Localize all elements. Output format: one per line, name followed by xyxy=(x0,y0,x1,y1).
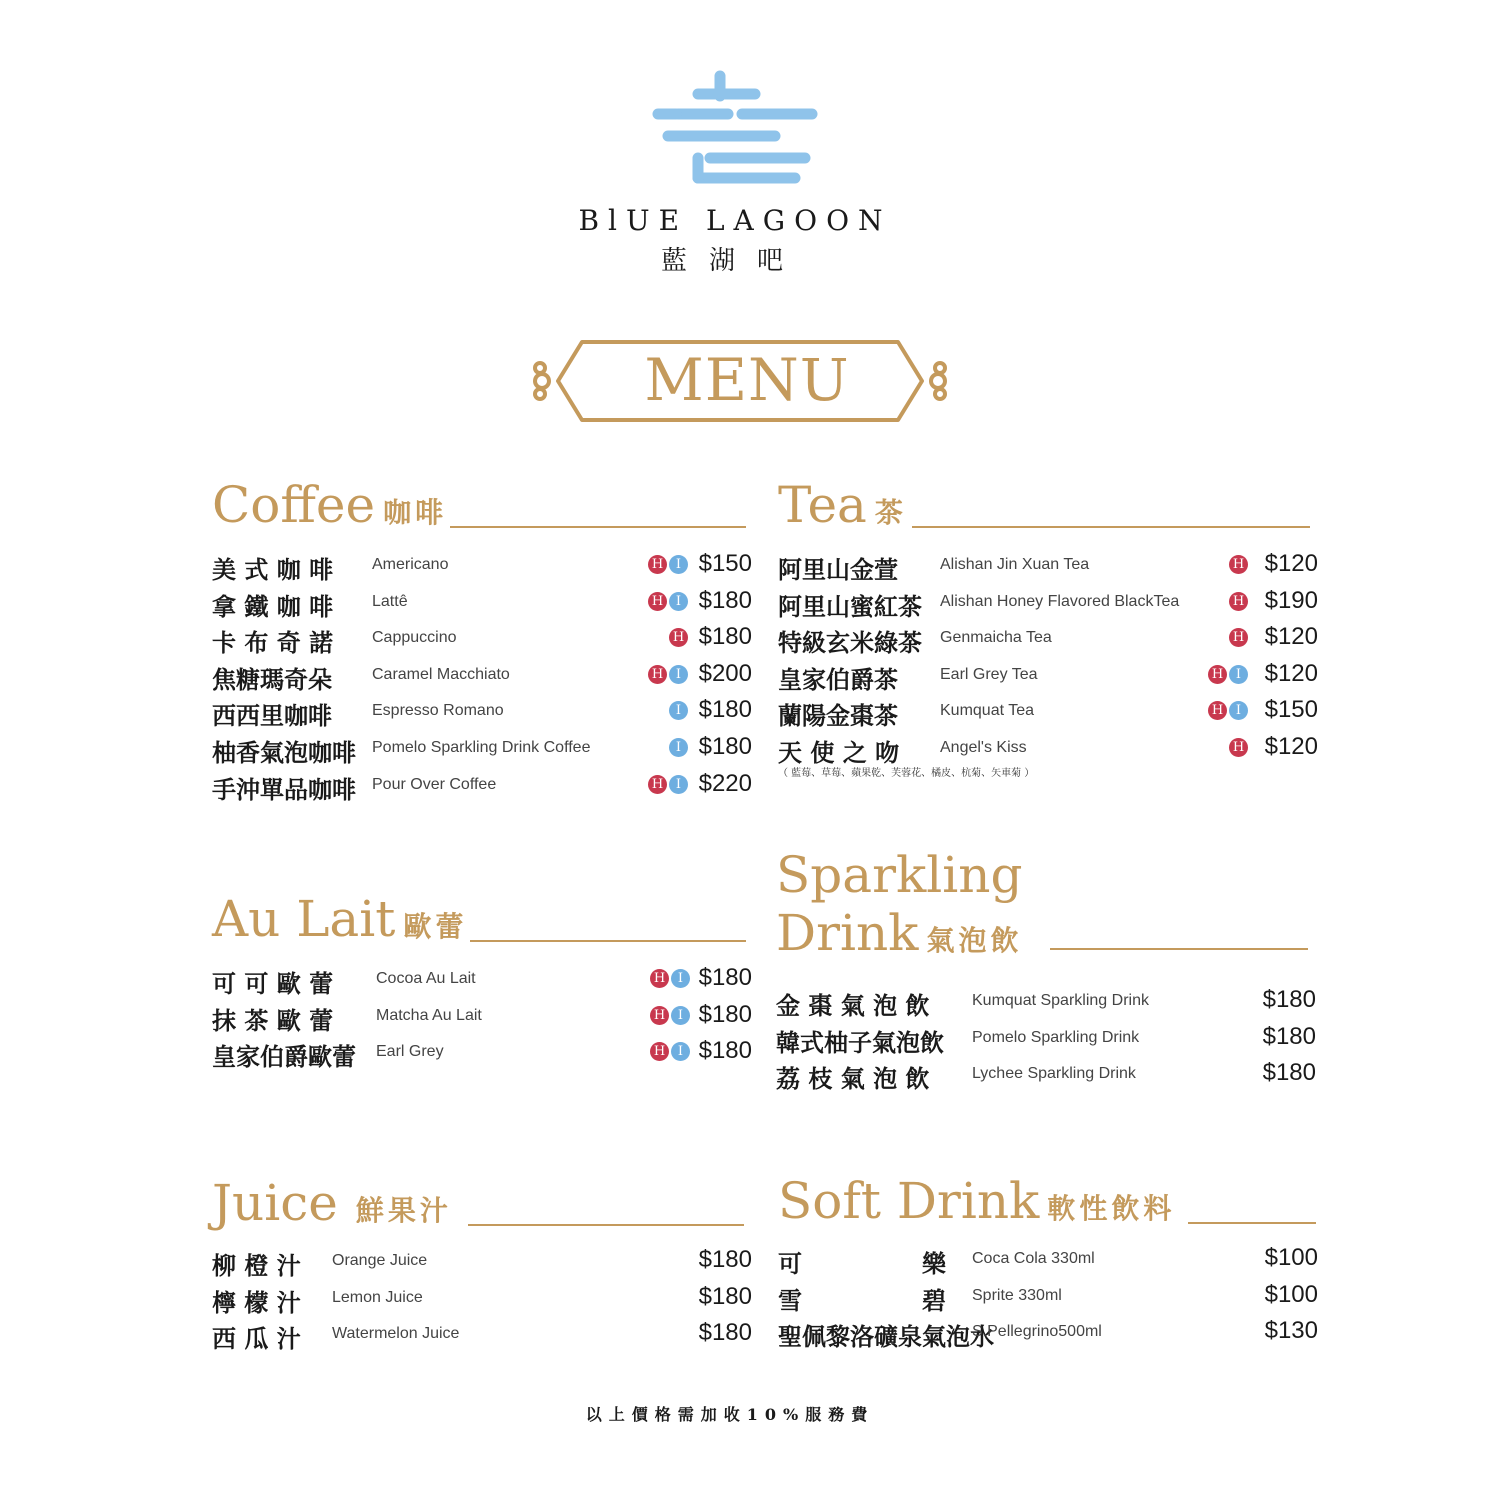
menu-item xyxy=(212,658,752,694)
item-price: $180 xyxy=(698,1282,752,1310)
menu-item xyxy=(778,1242,1318,1278)
menu-item xyxy=(212,1035,752,1071)
menu-item xyxy=(778,694,1318,730)
iced-badge-icon: I xyxy=(1229,665,1248,684)
hot-badge-icon: H xyxy=(648,665,667,684)
temperature-badges xyxy=(646,738,688,758)
item-price: $180 xyxy=(698,696,752,724)
temperature-badges xyxy=(646,592,688,612)
item-name-zh: 阿里山蜜紅茶 xyxy=(778,591,922,621)
menu-title: MENU xyxy=(644,346,850,414)
item-price: $130 xyxy=(1264,1317,1318,1345)
item-price: $120 xyxy=(1264,733,1318,760)
section-header xyxy=(212,1168,752,1232)
menu-item xyxy=(778,1315,1318,1351)
menu-item xyxy=(778,658,1318,694)
menu-item xyxy=(212,962,752,998)
item-name-en: Earl Grey Tea xyxy=(940,665,1038,683)
section-divider xyxy=(1188,1222,1316,1224)
item-name-zh: 聖佩黎洛礦泉氣泡水 xyxy=(778,1322,994,1352)
section-title: Soft Drink 軟性飲料 xyxy=(778,1172,1176,1230)
item-name-en: Americano xyxy=(372,556,449,573)
section-divider xyxy=(1050,948,1308,950)
menu-item xyxy=(778,548,1318,584)
section-title: Tea 茶 xyxy=(778,476,907,534)
item-name-en: Orange Juice xyxy=(332,1252,428,1269)
item-price: $100 xyxy=(1264,1280,1318,1308)
iced-badge-icon: I xyxy=(669,592,688,611)
section-divider xyxy=(468,1224,744,1226)
item-name-en: Matcha Au Lait xyxy=(376,1006,482,1024)
item-name-zh: 抹 茶 歐 蕾 xyxy=(212,1005,334,1035)
item-name-zh: 皇家伯爵茶 xyxy=(778,664,898,694)
item-name-zh: 皇家伯爵歐蕾 xyxy=(212,1042,356,1072)
brand-name-en: BlUE LAGOON xyxy=(578,204,892,237)
item-name-en: Alishan Jin Xuan Tea xyxy=(940,556,1090,573)
temperature-badges xyxy=(1206,665,1248,685)
item-name-en: Genmaicha Tea xyxy=(940,629,1052,647)
item-name-en: Pomelo Sparkling Drink Coffee xyxy=(372,739,591,756)
item-name-en: Cocoa Au Lait xyxy=(376,970,476,987)
menu-item xyxy=(778,621,1318,657)
temperature-badges xyxy=(646,665,688,685)
item-name-en: Caramel Macchiato xyxy=(372,665,510,683)
item-name-en: Angel's Kiss xyxy=(940,739,1027,756)
item-name-zh: 手沖單品咖啡 xyxy=(212,774,356,804)
hot-badge-icon: H xyxy=(1229,628,1248,647)
hot-badge-icon: H xyxy=(1208,665,1227,684)
item-name-zh: 檸 檬 汁 xyxy=(212,1287,301,1317)
item-price: $150 xyxy=(698,550,752,577)
item-name-en: Sprite 330ml xyxy=(972,1286,1062,1304)
temperature-badges xyxy=(1206,701,1248,721)
tea-section xyxy=(778,470,1318,810)
item-name-en: Lychee Sparkling Drink xyxy=(972,1065,1136,1083)
item-price: $180 xyxy=(698,1037,752,1065)
item-price: $120 xyxy=(1264,550,1318,577)
service-charge-note: 以上價格需加收10%服務費 xyxy=(585,1405,875,1424)
temperature-badges xyxy=(648,1042,690,1062)
item-name-en: Pour Over Coffee xyxy=(372,775,497,793)
item-name-en: Lemon Juice xyxy=(332,1288,423,1306)
item-name-zh: 可 樂 xyxy=(778,1249,946,1278)
iced-badge-icon: I xyxy=(669,701,688,720)
item-price: $180 xyxy=(1262,1022,1316,1050)
item-name-zh: 阿里山金萱 xyxy=(778,555,898,584)
menu-item xyxy=(212,1317,752,1353)
item-price: $100 xyxy=(1264,1244,1318,1271)
temperature-badges xyxy=(1206,592,1248,612)
item-price: $180 xyxy=(698,964,752,991)
section-divider xyxy=(470,940,746,942)
item-price: $180 xyxy=(698,1246,752,1273)
section-header xyxy=(212,470,752,534)
section-header xyxy=(778,470,1318,534)
hot-badge-icon: H xyxy=(1208,701,1227,720)
item-price: $190 xyxy=(1264,586,1318,614)
temperature-badges xyxy=(1206,628,1248,648)
item-name-en: S.Pellegrino500ml xyxy=(972,1323,1102,1341)
temperature-badges xyxy=(648,969,690,989)
menu-item xyxy=(212,999,752,1035)
au-lait-section xyxy=(212,884,752,1084)
menu-item xyxy=(778,585,1318,621)
menu-item xyxy=(776,984,1316,1020)
menu-item xyxy=(212,731,752,767)
temperature-badges xyxy=(646,701,688,721)
menu-item xyxy=(776,1057,1316,1093)
hot-badge-icon: H xyxy=(1229,738,1248,757)
item-name-en: Espresso Romano xyxy=(372,702,504,720)
item-name-zh: 荔 枝 氣 泡 飲 xyxy=(776,1064,930,1094)
item-name-en: Earl Grey xyxy=(376,1043,444,1061)
brand-name-zh: 藍湖吧 xyxy=(660,246,805,276)
temperature-badges xyxy=(646,775,688,795)
hot-badge-icon: H xyxy=(1229,592,1248,611)
item-price: $150 xyxy=(1264,696,1318,724)
hot-badge-icon: H xyxy=(648,775,667,794)
menu-item xyxy=(776,1021,1316,1057)
item-name-zh: 卡 布 奇 諾 xyxy=(212,628,334,658)
section-header xyxy=(212,884,752,948)
item-name-en: Pomelo Sparkling Drink xyxy=(972,1028,1140,1046)
item-name-zh: 蘭陽金棗茶 xyxy=(778,701,898,731)
item-price: $120 xyxy=(1264,659,1318,687)
hot-badge-icon: H xyxy=(650,1042,669,1061)
iced-badge-icon: I xyxy=(669,775,688,794)
item-name-zh: 焦糖瑪奇朵 xyxy=(212,664,332,694)
section-divider xyxy=(450,526,746,528)
item-price: $180 xyxy=(1262,986,1316,1013)
menu-item xyxy=(212,621,752,657)
temperature-badges xyxy=(646,555,688,575)
section-title-line1: Sparkling xyxy=(776,846,1023,904)
waves-logo-icon xyxy=(650,70,820,195)
hot-badge-icon: H xyxy=(648,592,667,611)
item-name-en: Kumquat Sparkling Drink xyxy=(972,992,1149,1009)
temperature-badges xyxy=(1206,555,1248,575)
iced-badge-icon: I xyxy=(671,1042,690,1061)
item-name-zh: 天 使 之 吻 xyxy=(778,738,900,767)
hot-badge-icon: H xyxy=(1229,555,1248,574)
soft-drink-section xyxy=(778,1166,1318,1366)
item-name-zh: 柳 橙 汁 xyxy=(212,1251,301,1280)
iced-badge-icon: I xyxy=(671,1006,690,1025)
item-price: $200 xyxy=(698,659,752,687)
hot-badge-icon: H xyxy=(650,969,669,988)
item-price: $180 xyxy=(698,586,752,614)
iced-badge-icon: I xyxy=(669,665,688,684)
item-name-en: Alishan Honey Flavored BlackTea xyxy=(940,592,1180,610)
item-name-zh: 西西里咖啡 xyxy=(212,701,332,731)
menu-item xyxy=(212,694,752,730)
item-price: $180 xyxy=(698,623,752,651)
section-title: Juice 鮮果汁 xyxy=(212,1174,452,1232)
menu-item xyxy=(212,1281,752,1317)
temperature-badges xyxy=(648,1006,690,1026)
item-name-zh: 柚香氣泡咖啡 xyxy=(212,738,356,767)
menu-item xyxy=(212,1244,752,1280)
tea-note: （ 藍莓、草莓、蘋果乾、芙蓉花、橘皮、杭菊、矢車菊 ） xyxy=(778,768,1035,779)
temperature-badges xyxy=(646,628,688,648)
item-name-en: Cappuccino xyxy=(372,629,457,647)
item-price: $220 xyxy=(698,769,752,797)
hot-badge-icon: H xyxy=(669,628,688,647)
juice-section xyxy=(212,1168,752,1368)
section-title: Coffee 咖啡 xyxy=(212,476,448,534)
section-divider xyxy=(912,526,1310,528)
iced-badge-icon: I xyxy=(671,969,690,988)
item-price: $120 xyxy=(1264,623,1318,651)
item-name-en: Coca Cola 330ml xyxy=(972,1250,1095,1267)
iced-badge-icon: I xyxy=(669,738,688,757)
coffee-section xyxy=(212,470,752,810)
hot-badge-icon: H xyxy=(648,555,667,574)
item-price: $180 xyxy=(698,733,752,760)
item-name-en: Watermelon Juice xyxy=(332,1325,460,1343)
section-header xyxy=(778,1166,1318,1230)
item-name-zh: 可 可 歐 蕾 xyxy=(212,969,334,998)
menu-item xyxy=(212,548,752,584)
item-name-zh: 特級玄米綠茶 xyxy=(778,628,922,658)
menu-item xyxy=(778,731,1318,767)
menu-item xyxy=(778,1279,1318,1315)
item-name-en: Lattê xyxy=(372,592,408,610)
section-title: Au Lait 歐蕾 xyxy=(212,890,468,948)
item-price: $180 xyxy=(698,1000,752,1028)
item-name-en: Kumquat Tea xyxy=(940,702,1034,720)
temperature-badges xyxy=(1206,738,1248,758)
item-name-zh: 金 棗 氣 泡 飲 xyxy=(776,991,930,1020)
menu-item xyxy=(212,768,752,804)
section-title-line2: Drink 氣泡飲 xyxy=(776,904,1023,962)
item-name-zh: 韓式柚子氣泡飲 xyxy=(776,1027,944,1057)
item-name-zh: 美 式 咖 啡 xyxy=(212,555,334,584)
iced-badge-icon: I xyxy=(669,555,688,574)
menu-item xyxy=(212,585,752,621)
iced-badge-icon: I xyxy=(1229,701,1248,720)
item-price: $180 xyxy=(1262,1059,1316,1087)
item-price: $180 xyxy=(698,1319,752,1347)
item-name-zh: 雪 碧 xyxy=(778,1285,946,1315)
hot-badge-icon: H xyxy=(650,1006,669,1025)
item-name-zh: 拿 鐵 咖 啡 xyxy=(212,591,334,621)
item-name-zh: 西 瓜 汁 xyxy=(212,1324,301,1354)
sparkling-section xyxy=(776,846,1316,1100)
